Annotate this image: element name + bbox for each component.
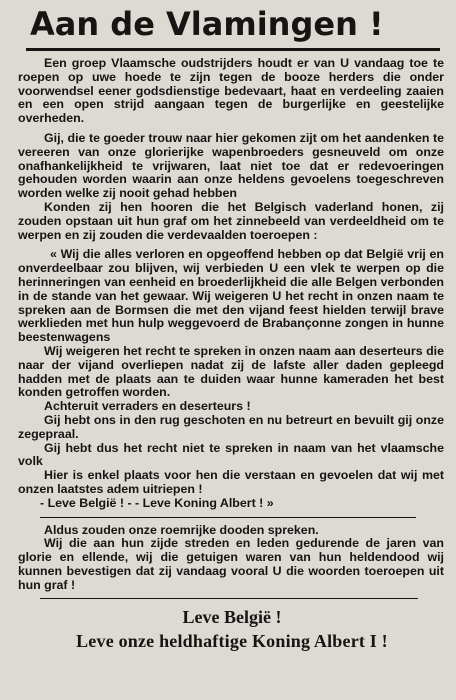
paragraph-intro: Een groep Vlaamsche oudstrijders houdt er van U vandaag toe te roepen op uwe hoede te zijn tegen de booze herders die onder voorwendsel eener godsdienstige bedevaart, haat en verdeeling zaaien en een open strijd aangaan tegen de burgerlijke en geestelijke overheden. xyxy=(18,56,444,126)
closing-rule xyxy=(40,598,418,599)
quote-paragraph-3: Gij hebt ons in den rug geschoten en nu betreurt en bevuilt gij onze zegepraal. xyxy=(18,412,444,441)
quote-cheer: - Leve België ! - - Leve Koning Albert ! » xyxy=(40,495,274,510)
quote-paragraph-4: Gij hebt dus het recht niet te spreken in naam van het vlaamsche volk xyxy=(18,440,444,469)
paragraph-wij: Wij die aan hun zijde streden en leden gedurende de jaren van glorie en ellende, wij die getuigen waren van hun heldendood wij kunnen bevestigen dat zij vandaag vooral U die woorden toeroepen uit hun graf ! xyxy=(18,536,444,592)
closing-line-1: Leve België ! xyxy=(182,607,282,628)
paragraph-konden: Konden zij hen hooren die het Belgisch vaderland honen, zij zouden opstaan uit hun graf om het zinnebeeld van verdeeldheid om te werpen en zij zouden die verdevaalden toeroepen : xyxy=(18,199,444,242)
section-rule xyxy=(40,517,416,518)
quote-paragraph-5: Hier is enkel plaats voor hen die verstaan en gevoelen dat wij met onzen laatstes adem uitriepen ! xyxy=(18,468,444,496)
quote-paragraph-2: Wij weigeren het recht te spreken in onzen naam aan deserteurs die naar der vijand overliepen nadat zij de lafste aller daden gepleegd hadden met de plaats aan te duiden waar hunne kameraden het best konden getroffen worden. xyxy=(18,343,444,400)
poster-title: Aan de Vlamingen ! xyxy=(30,5,384,43)
closing-line-2: Leve onze heldhaftige Koning Albert I ! xyxy=(76,631,388,652)
title-rule xyxy=(26,48,440,51)
poster-body xyxy=(18,57,446,592)
quote-line-achteruit: Achteruit verraders en deserteurs ! xyxy=(44,399,251,414)
closing-block xyxy=(18,605,446,653)
paragraph-gij: Gij, die te goeder trouw naar hier gekomen zijt om het aandenken te vereeren van onze glorierijke wapenbroeders gesneuveld om onze onafhankelijkheid te vrijwaren, laat niet toe dat er redevoeringen gehouden worden waarin aan onze heldens gevoelens toegeschreven worden welke zij nooit gehad hebben xyxy=(18,130,444,201)
quote-paragraph-1: « Wij die alles verloren en opgeoffend hebben op dat België vrij en onverdeelbaar zou blijven, wij verbieden U een vlek te werpen op die herinneringen van eenheid en broederlijkheid die alle Belgen verbonden in de stande van het gewaar. Wij weigeren U het recht in onzen naam te spreken aan de Bormsen die met den vijand feest hielden terwijl brave werklieden met hun hulp weggevoerd de Brabançonne zongen in hunne beestenwagens xyxy=(18,247,444,345)
paragraph-aldus: Aldus zouden onze roemrijke dooden spreken. xyxy=(44,522,319,537)
